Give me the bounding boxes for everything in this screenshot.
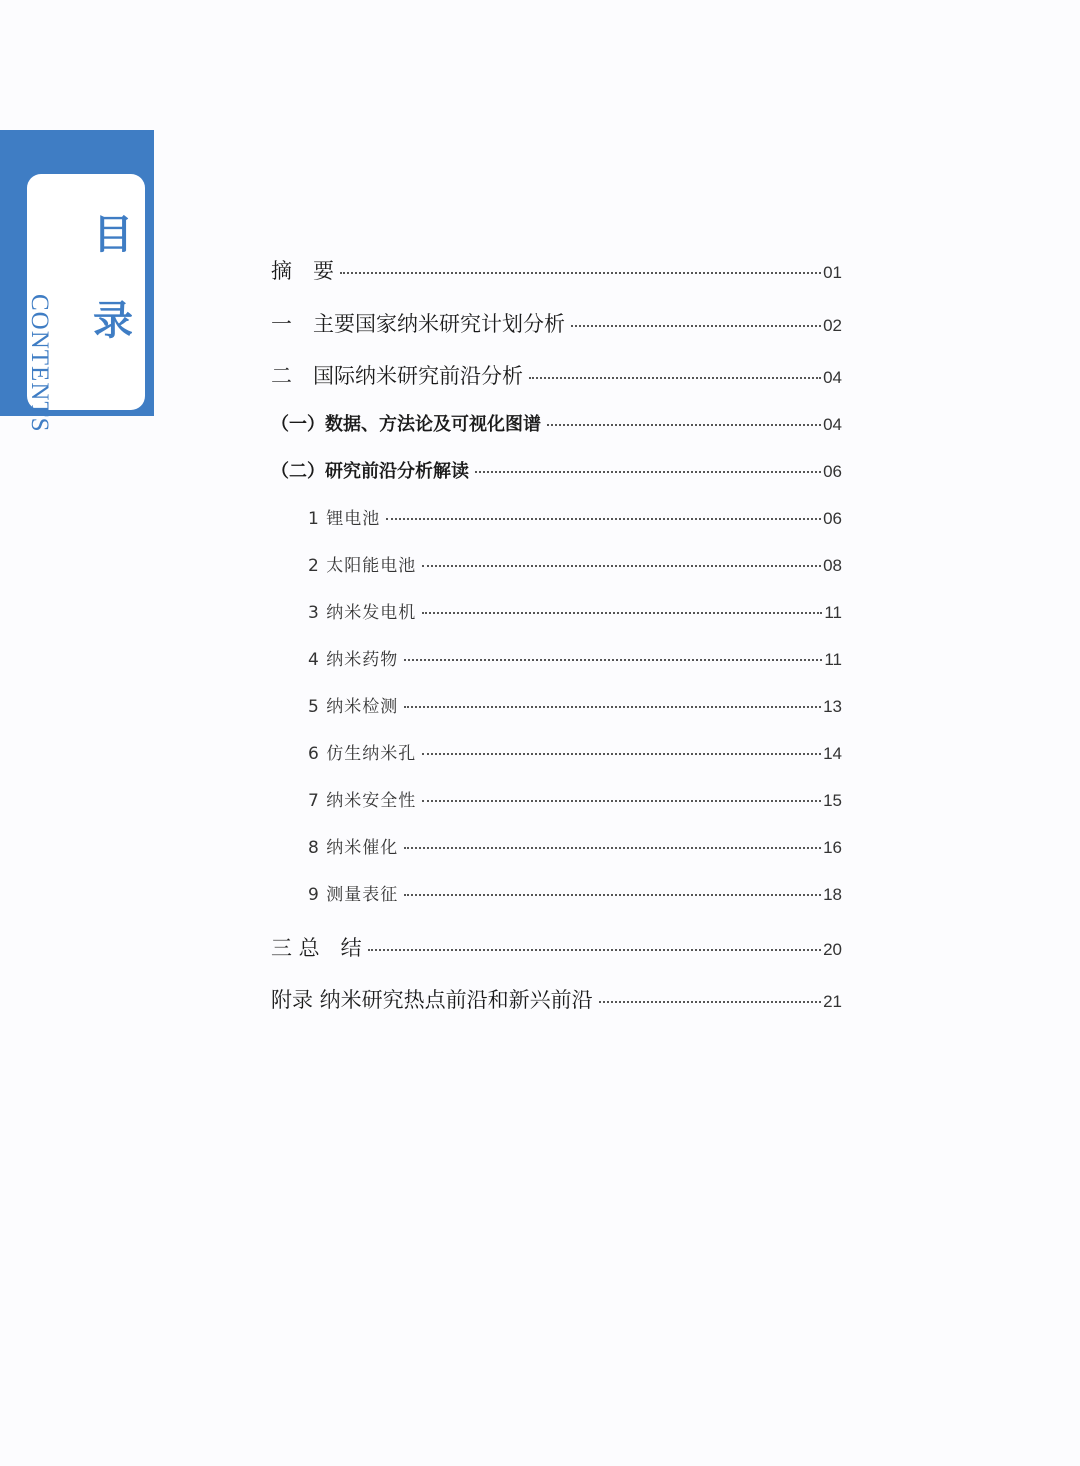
leader-dots (571, 325, 821, 327)
leader-dots (386, 518, 821, 520)
leader-dots (368, 949, 821, 951)
leader-dots (422, 753, 821, 755)
toc-entry-title: 8 纳米催化 (308, 838, 399, 858)
leader-dots (422, 800, 821, 802)
toc-entry[interactable] (271, 457, 842, 483)
toc-entry-page: 06 (823, 509, 842, 528)
toc-entry-title: 6 仿生纳米孔 (308, 744, 417, 764)
contents-title-cn (89, 192, 137, 364)
toc-entry[interactable] (271, 308, 842, 338)
toc-entry-page: 18 (823, 885, 842, 904)
toc-entry[interactable] (308, 645, 842, 670)
toc-entry[interactable] (308, 551, 842, 576)
toc-entry-title: （二）研究前沿分析解读 (271, 461, 469, 482)
toc-entry-title: 4 纳米药物 (308, 650, 399, 670)
toc-entry[interactable] (308, 833, 842, 858)
contents-title-char: 录 (93, 298, 133, 344)
toc-entry[interactable] (308, 739, 842, 764)
toc-entry-page: 14 (823, 744, 842, 763)
toc-entry-page: 20 (823, 940, 842, 959)
toc-entry-title: 1 锂电池 (308, 509, 381, 529)
toc-entry[interactable] (271, 255, 842, 285)
toc-entry[interactable] (271, 932, 842, 962)
toc-entry[interactable] (308, 598, 842, 623)
toc-entry-title: 5 纳米检测 (308, 697, 399, 717)
leader-dots (404, 659, 822, 661)
toc-entry-page: 06 (823, 462, 842, 481)
toc-entry[interactable] (308, 692, 842, 717)
toc-entry-title: 2 太阳能电池 (308, 556, 417, 576)
leader-dots (529, 377, 821, 379)
toc-entry-title: （一）数据、方法论及可视化图谱 (271, 414, 541, 435)
toc-entry-title: 二 国际纳米研究前沿分析 (271, 364, 523, 388)
toc-entry-page: 01 (823, 263, 842, 282)
leader-dots (404, 894, 821, 896)
toc-entry-title: 7 纳米安全性 (308, 791, 417, 811)
toc-entry-page: 16 (823, 838, 842, 857)
leader-dots (599, 1001, 821, 1003)
toc-entry-page: 04 (823, 415, 842, 434)
contents-title-char: 目 (93, 212, 133, 258)
toc-entry[interactable] (308, 786, 842, 811)
leader-dots (404, 847, 821, 849)
toc-entry-page: 21 (823, 992, 842, 1011)
toc-entry-page: 04 (823, 368, 842, 387)
toc-entry-title: 3 纳米发电机 (308, 603, 417, 623)
toc-entry[interactable] (308, 880, 842, 905)
toc-entry-title: 附录 纳米研究热点前沿和新兴前沿 (271, 988, 593, 1012)
contents-title-en: CONTENTS (26, 294, 53, 433)
toc-entry-title: 摘 要 (271, 259, 334, 283)
leader-dots (422, 565, 821, 567)
toc-entry-page: 08 (823, 556, 842, 575)
leader-dots (475, 471, 821, 473)
toc-entry[interactable] (271, 984, 842, 1014)
toc-entry-title: 9 测量表征 (308, 885, 399, 905)
toc-entry[interactable] (271, 410, 842, 436)
toc-entry-page: 11 (824, 650, 842, 669)
contents-side-tab (0, 130, 154, 433)
toc-entry-page: 02 (823, 316, 842, 335)
toc-entry-title: 三 总 结 (271, 936, 362, 960)
toc-entry[interactable] (271, 360, 842, 390)
leader-dots (340, 272, 821, 274)
leader-dots (422, 612, 822, 614)
leader-dots (404, 706, 821, 708)
toc-entry-page: 11 (824, 603, 842, 622)
toc-entry-page: 13 (823, 697, 842, 716)
toc-entry-title: 一 主要国家纳米研究计划分析 (271, 312, 565, 336)
toc-entry[interactable] (308, 504, 842, 529)
contents-label-card (26, 174, 145, 433)
leader-dots (547, 424, 821, 426)
toc-entry-page: 15 (823, 791, 842, 810)
